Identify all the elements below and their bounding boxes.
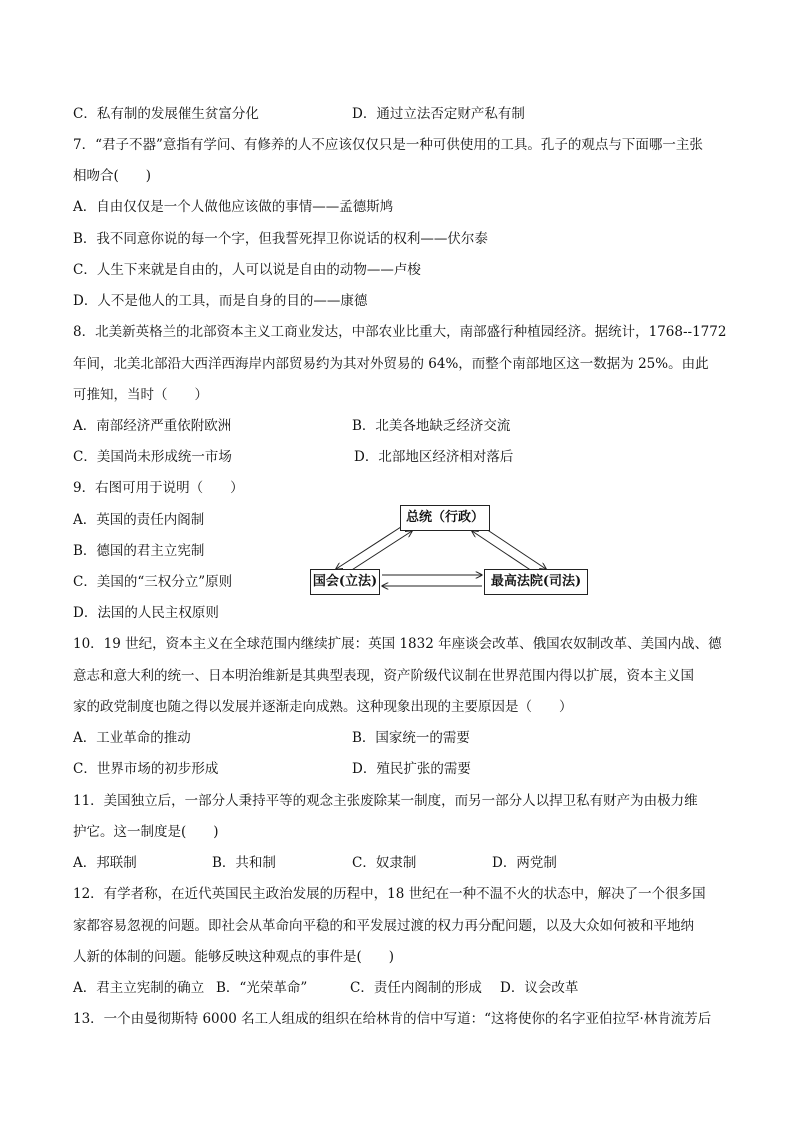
q6-option-d[interactable]: D．通过立法否定财产私有制 bbox=[352, 106, 525, 122]
q12-stem-line3: 人新的体制的问题。能够反映这种观点的事件是( ) bbox=[73, 949, 395, 965]
q11-option-d[interactable]: D．两党制 bbox=[492, 855, 557, 871]
q8-option-b[interactable]: B．北美各地缺乏经济交流 bbox=[352, 418, 511, 434]
q9-option-c[interactable]: C．美国的“三权分立”原则 bbox=[73, 574, 233, 590]
q12-option-b[interactable]: B．“光荣革命” bbox=[216, 980, 308, 996]
diagram-box-congress: 国会(立法) bbox=[310, 569, 380, 595]
q8-option-d[interactable]: D．北部地区经济相对落后 bbox=[354, 449, 514, 465]
q8-stem-line2: 年间，北美北部沿大西洋西海岸内部贸易约为其对外贸易的 64%，而整个南部地区这一数据为 25%。由此 bbox=[73, 356, 709, 372]
q7-stem-line2: 相吻合( ) bbox=[73, 168, 152, 184]
q8-option-a[interactable]: A．南部经济严重依附欧洲 bbox=[73, 418, 232, 434]
q9-option-b[interactable]: B．德国的君主立宪制 bbox=[73, 543, 205, 559]
q12-option-a[interactable]: A．君主立宪制的确立 bbox=[73, 980, 205, 996]
q7-option-c[interactable]: C．人生下来就是自由的，人可以说是自由的动物——卢梭 bbox=[73, 262, 421, 278]
q10-stem-line1: 10．19 世纪，资本主义在全球范围内继续扩展：英国 1832 年座谈会改革、俄国农奴制改革、美国内战、德 bbox=[73, 636, 722, 652]
q10-option-b[interactable]: B．国家统一的需要 bbox=[352, 730, 470, 746]
q11-option-b[interactable]: B．共和制 bbox=[212, 855, 276, 871]
q6-option-c[interactable]: C．私有制的发展催生贫富分化 bbox=[73, 106, 259, 122]
q12-stem-line1: 12．有学者称，在近代英国民主政治发展的历程中，18 世纪在一种不温不火的状态中，解决了一个很多国 bbox=[73, 886, 706, 902]
q7-option-a[interactable]: A．自由仅仅是一个人做他应该做的事情——孟德斯鸠 bbox=[73, 199, 394, 215]
q10-option-c[interactable]: C．世界市场的初步形成 bbox=[73, 761, 219, 777]
q7-option-d[interactable]: D．人不是他人的工具，而是自身的目的——康德 bbox=[73, 293, 368, 309]
q11-stem-line2: 护它。这一制度是( ) bbox=[73, 824, 219, 840]
q9-option-d[interactable]: D．法国的人民主权原则 bbox=[73, 605, 219, 621]
q8-option-c[interactable]: C．美国尚未形成统一市场 bbox=[73, 449, 232, 465]
q12-option-c[interactable]: C．责任内阁制的形成 bbox=[350, 980, 482, 996]
q8-stem-line1: 8．北美新英格兰的北部资本主义工商业发达，中部农业比重大，南部盛行种植园经济。据统计，1768--1772 bbox=[73, 324, 727, 340]
q12-stem-line2: 家都容易忽视的问题。即社会从革命向平稳的和平发展过渡的权力再分配问题，以及大众如何被和平地纳 bbox=[73, 918, 694, 934]
q12-option-d[interactable]: D．议会改革 bbox=[500, 980, 579, 996]
separation-of-powers-diagram bbox=[308, 503, 590, 603]
q9-stem: 9．右图可用于说明（ ） bbox=[73, 480, 244, 496]
q10-option-d[interactable]: D．殖民扩张的需要 bbox=[352, 761, 471, 777]
diagram-box-president: 总统（行政） bbox=[400, 505, 490, 531]
q11-stem-line1: 11．美国独立后，一部分人秉持平等的观念主张废除某一制度，而另一部分人以捍卫私有财产为由极力维 bbox=[73, 793, 698, 809]
diagram-box-supreme-court: 最高法院(司法) bbox=[484, 569, 588, 595]
q13-stem-line1: 13．一个由曼彻斯特 6000 名工人组成的组织在给林肯的信中写道：“这将使你的名字亚伯拉罕·林肯流芳后 bbox=[73, 1011, 712, 1027]
q7-stem-line1: 7．“君子不器”意指有学问、有修养的人不应该仅仅只是一种可供使用的工具。孔子的观点与下面哪一主张 bbox=[73, 137, 703, 153]
q9-option-a[interactable]: A．英国的责任内阁制 bbox=[73, 512, 205, 528]
q11-option-a[interactable]: A．邦联制 bbox=[73, 855, 137, 871]
q8-stem-line3: 可推知，当时（ ） bbox=[73, 387, 208, 403]
q10-stem-line3: 家的政党制度也随之得以发展并逐渐走向成熟。这种现象出现的主要原因是（ ） bbox=[73, 699, 573, 715]
q7-option-b[interactable]: B．我不同意你说的每一个字，但我誓死捍卫你说话的权利——伏尔泰 bbox=[73, 231, 488, 247]
q11-option-c[interactable]: C．奴隶制 bbox=[352, 855, 417, 871]
q10-option-a[interactable]: A．工业革命的推动 bbox=[73, 730, 191, 746]
q10-stem-line2: 意志和意大利的统一、日本明治维新是其典型表现，资产阶级代议制在世界范围内得以扩展，资本主义国 bbox=[73, 668, 694, 684]
